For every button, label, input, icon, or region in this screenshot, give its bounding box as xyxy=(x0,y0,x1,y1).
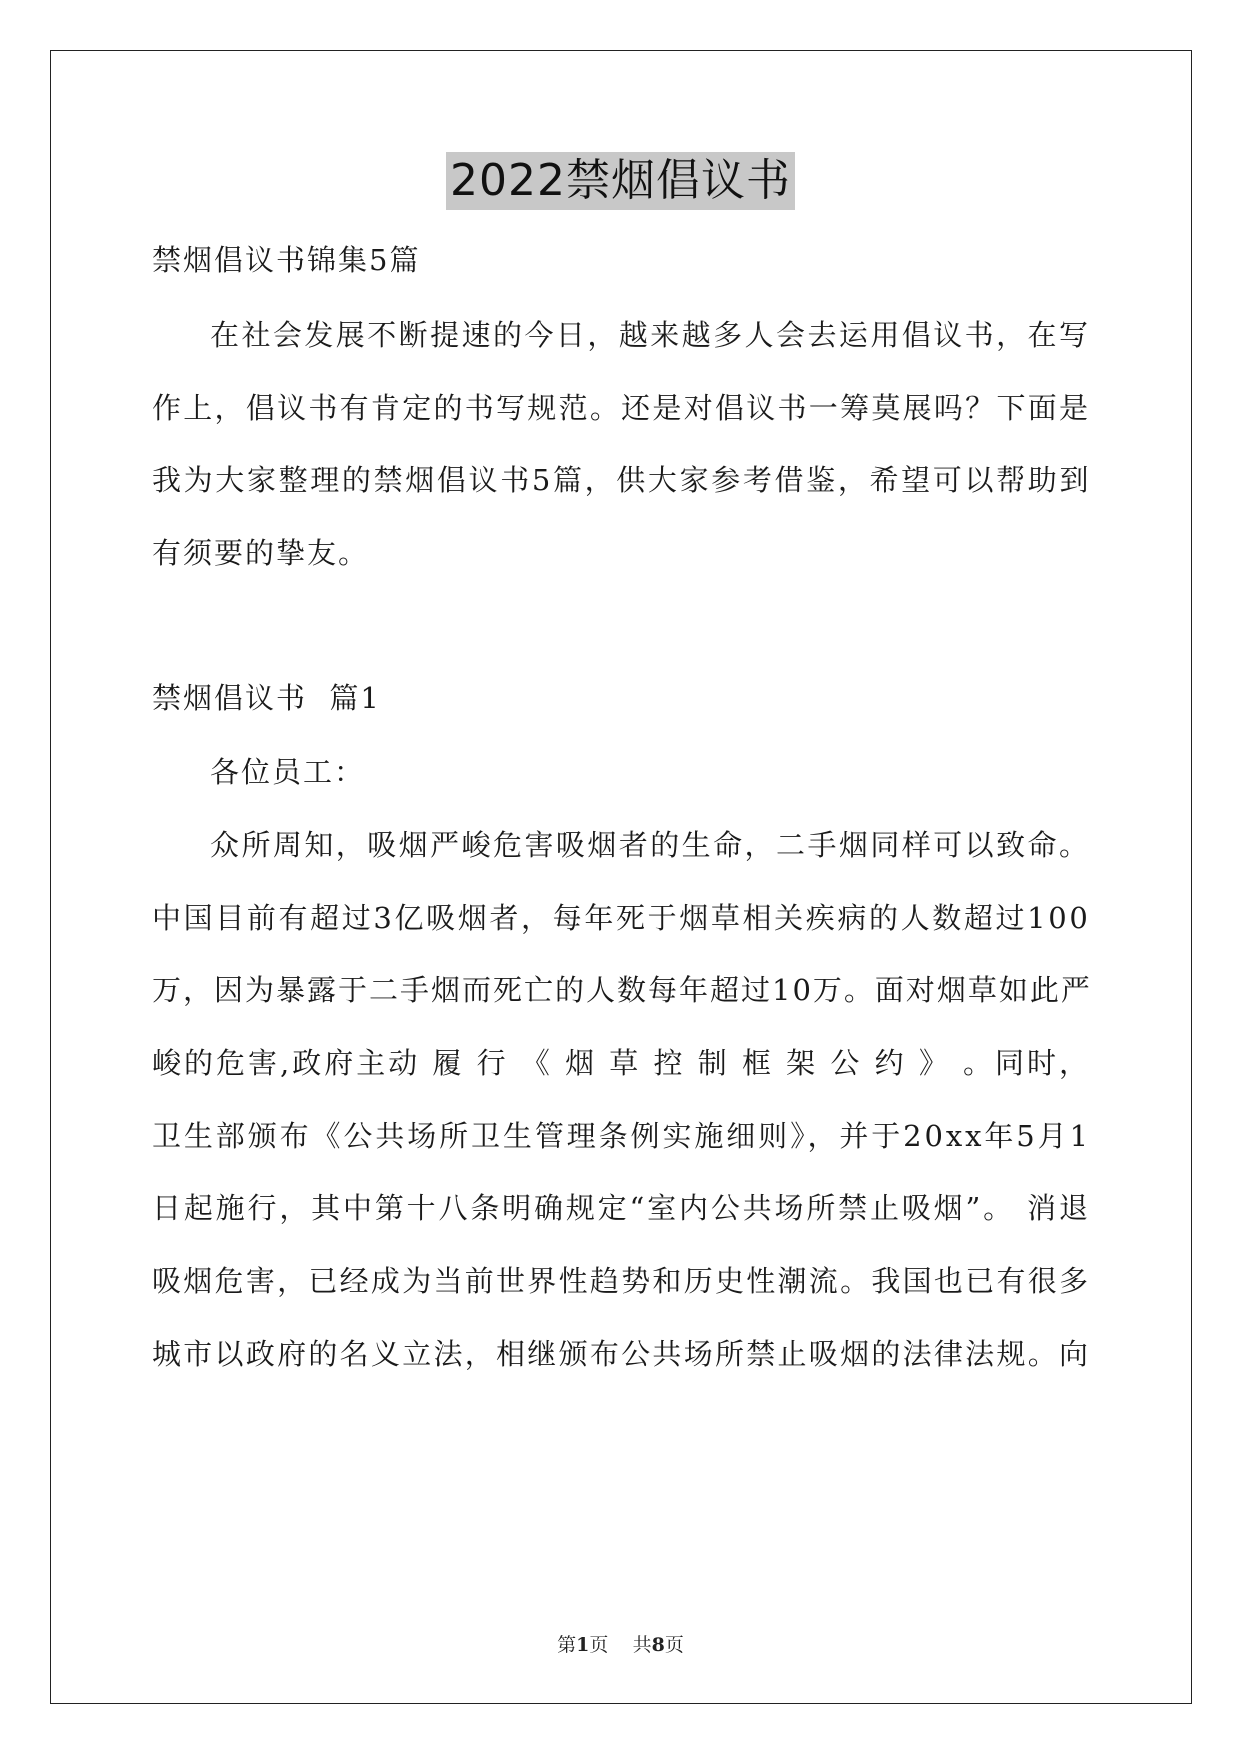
body-line-8 xyxy=(152,1332,1090,1373)
footer-page-total: 8 xyxy=(651,1634,665,1656)
body-text-4: 峻的危害,政府主动 履 行 《 烟 草 控 制 框 架 公 约 》 。同时， xyxy=(152,1046,1092,1080)
intro-line-2 xyxy=(152,386,1090,427)
footer-mid: 页 共 xyxy=(589,1634,652,1656)
body-text-5: 卫生部颁布《公共场所卫生管理条例实施细则》，并于20xx年5月1 xyxy=(152,1119,1091,1153)
body-text-8: 城市以政府的名义立法，相继颁布公共场所禁止吸烟的法律法规。向 xyxy=(152,1337,1091,1371)
section-heading: 禁烟倡议书 篇1 xyxy=(152,681,381,715)
body-line-1 xyxy=(210,823,1090,864)
salutation: 各位员工： xyxy=(210,755,366,789)
document-subtitle: 禁烟倡议书锦集5篇 xyxy=(152,243,421,277)
body-text-3: 万，因为暴露于二手烟而死亡的人数每年超过10万。面对烟草如此严 xyxy=(152,973,1092,1007)
body-text-2: 中国目前有超过3亿吸烟者，每年死于烟草相关疾病的人数超过100 xyxy=(152,901,1091,935)
body-line-3 xyxy=(152,968,1090,1009)
intro-line-4: 有须要的挚友。 xyxy=(152,536,370,570)
intro-text-1: 在社会发展不断提速的今日，越来越多人会去运用倡议书，在写 xyxy=(210,318,1091,352)
intro-line-1 xyxy=(210,313,1090,354)
page-border xyxy=(50,50,1192,1704)
body-line-4 xyxy=(152,1041,1090,1082)
body-line-5 xyxy=(152,1114,1090,1155)
body-text-7: 吸烟危害，已经成为当前世界性趋势和历史性潮流。我国也已有很多 xyxy=(152,1264,1091,1298)
title-container xyxy=(0,152,1241,210)
intro-text-3: 我为大家整理的禁烟倡议书5篇，供大家参考借鉴，希望可以帮助到 xyxy=(152,463,1092,497)
footer-page-current: 1 xyxy=(576,1634,590,1656)
document-title: 2022禁烟倡议书 xyxy=(446,152,795,210)
body-text-1: 众所周知，吸烟严峻危害吸烟者的生命，二手烟同样可以致命。 xyxy=(210,828,1091,862)
footer-suffix: 页 xyxy=(664,1634,684,1656)
body-text-6: 日起施行，其中第十八条明确规定“室内公共场所禁止吸烟”。 消退 xyxy=(152,1191,1091,1225)
body-line-2 xyxy=(152,896,1090,937)
page-footer xyxy=(0,1630,1241,1657)
footer-prefix: 第 xyxy=(557,1634,577,1656)
intro-line-3 xyxy=(152,458,1090,499)
body-line-6 xyxy=(152,1186,1090,1227)
intro-text-2: 作上，倡议书有肯定的书写规范。还是对倡议书一筹莫展吗？下面是 xyxy=(152,391,1091,425)
body-line-7 xyxy=(152,1259,1090,1300)
